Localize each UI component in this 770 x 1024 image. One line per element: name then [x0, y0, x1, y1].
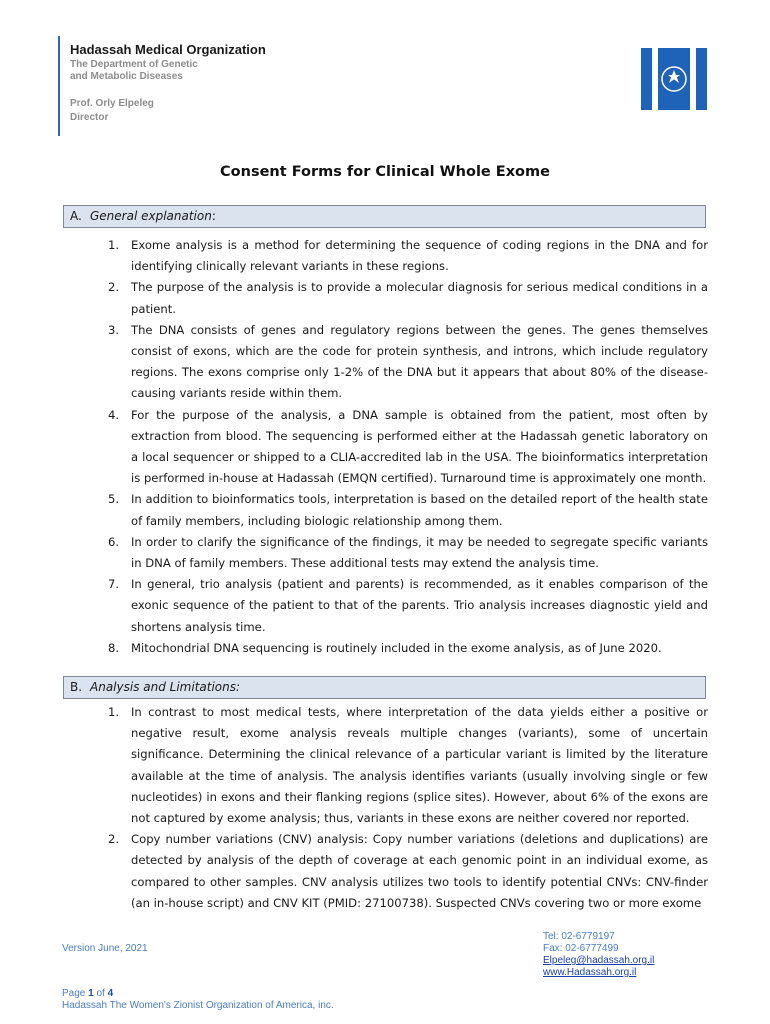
letterhead [58, 36, 266, 136]
list-item: 1. In contrast to most medical tests, where interpretation of the data yields either a positive or negative result, exome analysis reveals multiple changes (variants), some of uncertain significance. Determining the clinical relevance of a particular variant is limited by the literature available at the time of analysis. The analysis identifies variants (usually involving single or few nucleotides) in exons and their flanking regions (splice sites). However, about 6% of the exons are not captured by exome analysis; thus, variants in these exons are neither covered nor reported. [108, 705, 708, 826]
list-item: 4. For the purpose of the analysis, a DNA sample is obtained from the patient, most often by extraction from blood. The sequencing is performed either at the Hadassah genetic laboratory on a local sequencer or shipped to a CLIA-accredited lab in the USA. The bioinformatics interpretation is performed in-house at Hadassah (EMQN certified). Turnaround time is approximately one month. [108, 407, 708, 486]
fax-number: Fax: 02-6777499 [543, 943, 619, 954]
website-link[interactable]: www.Hadassah.org.il [543, 967, 637, 978]
section-a-colon: : [211, 209, 216, 223]
list-item: 1. Exome analysis is a method for determining the sequence of coding regions in the DNA and for identifying clinically relevant variants in these regions. [108, 238, 708, 274]
hadassah-logo [641, 48, 707, 110]
page-indicator: Page 1 of 4 [62, 988, 114, 999]
section-a-list [0, 235, 770, 659]
list-item: 6. In order to clarify the significance of the findings, it may be needed to segregate specific variants in DNA of family members. These additional tests may extend the analysis time. [108, 534, 708, 571]
department-name [70, 59, 266, 83]
document-title: Consent Forms for Clinical Whole Exome [220, 164, 550, 180]
department-line-2: and Metabolic Diseases [70, 71, 183, 82]
hadassah-emblem-icon [641, 48, 707, 110]
section-b-list [0, 702, 770, 914]
org-name: Hadassah Medical Organization [70, 42, 266, 57]
page-footer [62, 988, 334, 1012]
list-item: 5. In addition to bioinformatics tools, interpretation is based on the detailed report of the health state of family members, including biologic relationship among them. [108, 492, 708, 528]
section-a-letter: A. [70, 209, 82, 223]
list-item: 7. In general, trio analysis (patient and parents) is recommended, as it enables comparison of the exonic sequence of the patient to that of the parents. Trio analysis increases diagnostic yield and shortens analysis time. [108, 577, 708, 634]
department-line-1: The Department of Genetic [70, 59, 198, 70]
phone-number: Tel: 02-6779197 [543, 931, 615, 942]
section-b-title: Analysis and Limitations: [90, 680, 241, 694]
section-b-letter: B. [70, 680, 83, 694]
section-a-header [63, 205, 706, 228]
email-link[interactable]: Elpeleg@hadassah.org.il [543, 955, 655, 966]
list-item: 8. Mitochondrial DNA sequencing is routinely included in the exome analysis, as of June 2020. [108, 640, 662, 655]
list-item: 2. The purpose of the analysis is to provide a molecular diagnosis for serious medical conditions in a patient. [108, 280, 708, 316]
page-number: 1 [88, 988, 94, 999]
list-item: 2. Copy number variations (CNV) analysis: Copy number variations (deletions and duplications) are detected by analysis of the depth of coverage at each genomic point in an individual exome, as compared to other samples. CNV analysis utilizes two tools to identify potential CNVs: CNV-finder (an in-house script) and CNV KIT (PMID: 27100738). Suspected CNVs covering two or more exome [108, 832, 708, 910]
director-info [70, 97, 266, 125]
org-footer-line: Hadassah The Women's Zionist Organization of America, inc. [62, 1000, 334, 1011]
director-role: Director [70, 112, 109, 123]
version-label: Version June, 2021 [62, 943, 148, 954]
list-item: 3. The DNA consists of genes and regulatory regions between the genes. The genes themselves consist of exons, which are the code for protein synthesis, and introns, which include regulatory regions. The exons comprise only 1-2% of the DNA but it appears that about 80% of the disease-causing variants reside within them. [108, 322, 708, 401]
contact-block [543, 931, 654, 979]
page-total: 4 [107, 988, 114, 999]
section-a-title: General explanation [90, 209, 212, 223]
section-b-header [63, 676, 706, 699]
director-name: Prof. Orly Elpeleg [70, 98, 154, 109]
